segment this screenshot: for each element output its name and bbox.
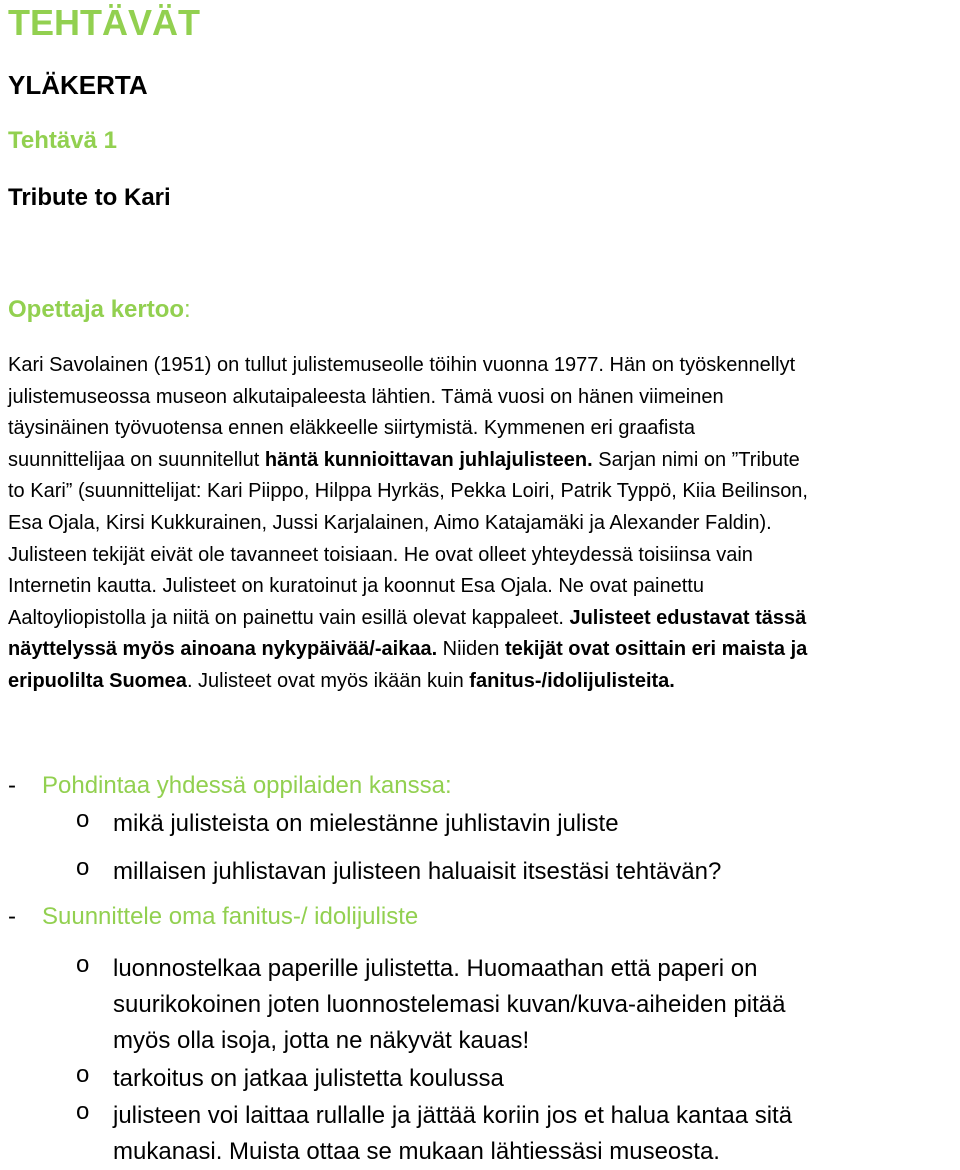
paragraph-text-segment: Aaltoyliopistolla ja niitä on painettu vain esillä olevat kappaleet.	[8, 606, 570, 629]
paragraph-text-segment: Sarjan nimi on ”Tribute	[592, 448, 800, 471]
paragraph-text: Julisteen tekijät eivät ole tavanneet toisiaan. He ovat olleet yhteydessä toisiinsa vain	[8, 543, 753, 566]
section-heading: YLÄKERTA	[8, 70, 148, 100]
paragraph-text: täysinäinen työvuotensa ennen eläkkeelle siirtymistä. Kymmenen eri graafista	[8, 417, 696, 440]
teacher-heading	[8, 296, 191, 324]
paragraph-line	[8, 603, 960, 635]
list-item-text: mikä julisteista on mielestänne juhlistavin juliste	[113, 810, 619, 837]
discussion-heading	[8, 772, 452, 800]
paragraph-line	[8, 540, 960, 572]
paragraph-text: Internetin kautta. Julisteet on kuratoinut ja koonnut Esa Ojala. Ne ovat painettu	[8, 575, 704, 598]
design-heading	[8, 903, 418, 931]
list-item-text: suurikokoinen joten luonnostelemasi kuvan/kuva-aiheiden pitää	[113, 991, 786, 1018]
paragraph-line	[8, 413, 960, 445]
paragraph-text: Esa Ojala, Kirsi Kukkurainen, Jussi Karjalainen, Aimo Katajamäki ja Alexander Faldin).	[8, 511, 772, 534]
paragraph-text-segment: . Julisteet ovat myös ikään kuin	[186, 669, 470, 692]
paragraph-line	[8, 476, 960, 508]
paragraph-line	[8, 445, 960, 477]
paragraph-bold: Julisteet edustavat tässä	[569, 606, 807, 629]
paragraph-bold: tekijät ovat osittain eri maista ja	[504, 638, 808, 661]
list-item-text: luonnostelkaa paperille julistetta. Huomaathan että paperi on	[113, 955, 758, 982]
paragraph-text: julistemuseossa museon alkutaipaleesta lähtien. Tämä vuosi on hänen viimeinen	[8, 385, 724, 408]
paragraph-line	[8, 634, 960, 666]
paragraph-text-segment: suunnittelijaa on suunnitellut	[8, 448, 265, 471]
paragraph-line	[8, 666, 960, 698]
discussion-label: Pohdintaa yhdessä oppilaiden kanssa:	[42, 772, 452, 799]
paragraph-line	[8, 382, 960, 414]
list-bullet: o	[76, 806, 90, 833]
task-title: Tribute to Kari	[8, 184, 171, 211]
paragraph-bold: fanitus-/idolijulisteita.	[469, 669, 675, 692]
list-bullet: o	[76, 1061, 90, 1088]
paragraph-bold: häntä kunnioittavan juhlajulisteen.	[264, 448, 593, 471]
design-label: Suunnittele oma fanitus-/ idolijuliste	[42, 903, 419, 930]
list-dash: -	[8, 903, 16, 930]
paragraph-text: Kari Savolainen (1951) on tullut julistemuseolle töihin vuonna 1977. Hän on työskennellyt	[8, 354, 796, 376]
paragraph-text	[8, 666, 675, 698]
paragraph-line	[8, 350, 960, 382]
teacher-colon: :	[184, 296, 191, 323]
teacher-label: Opettaja kertoo	[8, 296, 185, 323]
list-item-text: tarkoitus on jatkaa julistetta koulussa	[113, 1065, 504, 1092]
list-item-text: myös olla isoja, jotta ne näkyvät kauas!	[113, 1027, 530, 1054]
paragraph-bold: eripuolilta Suomea	[8, 669, 187, 692]
paragraph-line	[8, 571, 960, 603]
list-item-text: mukanasi. Muista ottaa se mukaan lähtiessäsi museosta.	[113, 1138, 720, 1165]
teacher-paragraph	[8, 350, 960, 698]
paragraph-text	[8, 603, 806, 635]
paragraph-text-segment: Niiden	[437, 638, 505, 661]
list-dash: -	[8, 772, 16, 799]
paragraph-text	[8, 634, 807, 666]
task-heading: Tehtävä 1	[8, 127, 117, 154]
list-bullet: o	[76, 951, 90, 978]
list-bullet: o	[76, 1098, 90, 1125]
paragraph-line	[8, 508, 960, 540]
list-item-text: julisteen voi laittaa rullalle ja jättää koriin jos et halua kantaa sitä	[113, 1102, 793, 1129]
paragraph-text: to Kari” (suunnittelijat: Kari Piippo, Hilppa Hyrkäs, Pekka Loiri, Patrik Typpö, Kiia Beilinson,	[8, 480, 808, 503]
page-heading: TEHTÄVÄT	[8, 2, 200, 43]
paragraph-text	[8, 445, 800, 477]
list-bullet: o	[76, 854, 90, 881]
list-item-text: millaisen juhlistavan julisteen haluaisit itsestäsi tehtävän?	[113, 858, 722, 885]
paragraph-bold: näyttelyssä myös ainoana nykypäivää/-aikaa.	[8, 638, 438, 661]
